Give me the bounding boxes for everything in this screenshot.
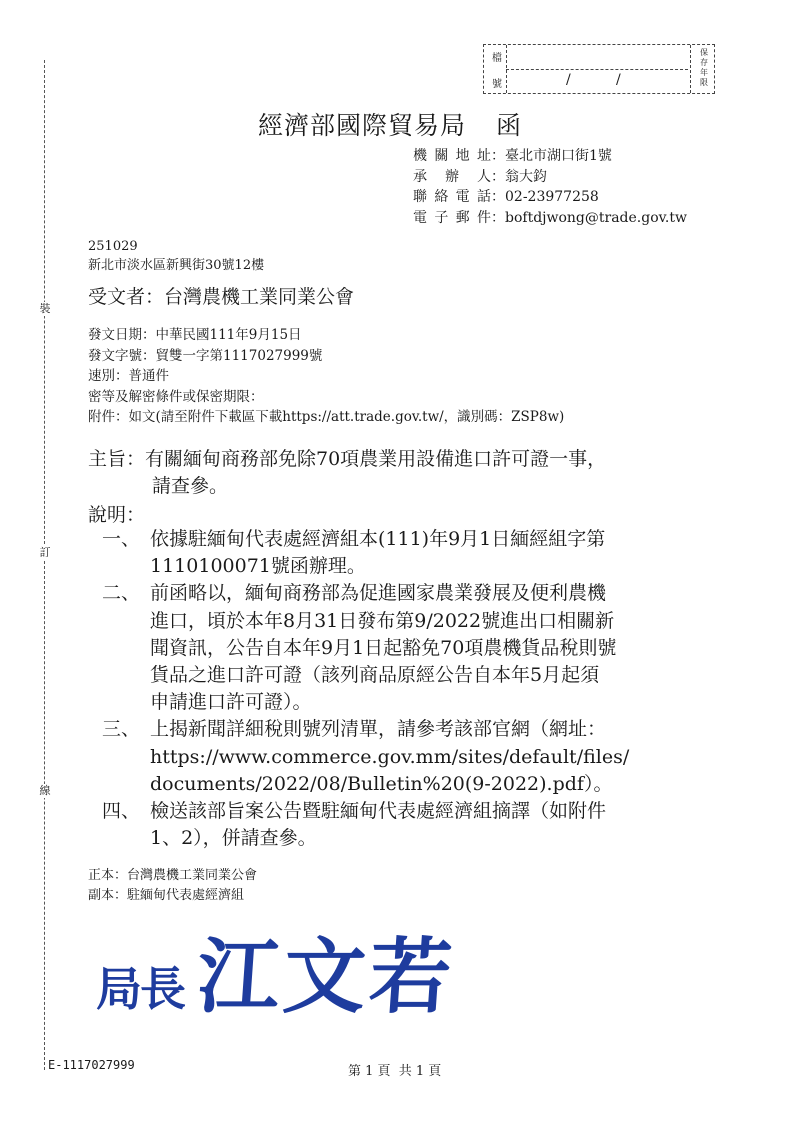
- document-number: 發文字號：貿雙一字第1117027999號: [88, 347, 323, 364]
- contact-email-value: boftdjwong@trade.gov.tw: [505, 209, 687, 226]
- original-recipient: 正本：台灣農機工業同業公會: [88, 868, 258, 883]
- item-line: 進口，頃於本年8月31日發布第9/2022號進出口相關新: [150, 609, 615, 632]
- signature-stamp: [96, 912, 459, 1029]
- binding-mark-xian: 線: [36, 784, 54, 798]
- archive-label-number: 號: [492, 79, 502, 90]
- secrecy-level: 密等及解密條件或保密期限：: [88, 388, 264, 405]
- item-line: 申請進口許可證）。: [150, 691, 312, 714]
- contact-row-email: 電子郵件：boftdjwong@trade.gov.tw: [413, 209, 687, 226]
- item-line: 前函略以，緬甸商務部為促進國家農業發展及便利農機: [150, 582, 607, 605]
- document-type: 函: [496, 111, 523, 140]
- document-title: [258, 106, 522, 142]
- contact-phone-value: 02-23977258: [505, 189, 599, 205]
- item-line: 檢送該部旨案公告暨駐緬甸代表處經濟組摘譯（如附件: [150, 800, 607, 823]
- binding-mark-ding: 訂: [36, 546, 54, 560]
- postcode: 251029: [88, 239, 138, 254]
- item-line: 貨品之進口許可證（該列商品原經公告自本年5月起須: [150, 664, 600, 687]
- street-address: 新北市淡水區新興街30號12樓: [88, 258, 265, 273]
- archive-label-file: 檔: [492, 53, 502, 64]
- contact-info: [413, 146, 687, 228]
- archive-keep-label: 保存年限: [700, 48, 708, 87]
- item-line: 上揭新聞詳細稅則號列清單，請參考該部官網（網址：: [150, 718, 607, 741]
- archive-slash-2: /: [616, 72, 621, 88]
- agency-name: 經濟部國際貿易局: [258, 111, 467, 140]
- footer-document-id: E-1117027999: [48, 1058, 135, 1072]
- page-number: [346, 1060, 443, 1079]
- delivery-speed: 速別：普通件: [88, 368, 169, 384]
- item-line: 1、2），併請查參。: [150, 827, 317, 850]
- archive-slash-1: /: [566, 72, 571, 88]
- contact-address-value: 臺北市湖口街1號: [505, 148, 612, 164]
- archive-number-box: [483, 44, 715, 94]
- item-line: 依據駐緬甸代表處經濟組本(111)年9月1日緬經組字第: [150, 528, 606, 550]
- item-line-url: documents/2022/08/Bulletin%20(9-2022).pdf）。: [150, 772, 613, 795]
- document-meta: [88, 325, 564, 428]
- item-line-url: https://www.commerce.gov.mm/sites/default/files/: [150, 745, 630, 768]
- signature-name: 江文若: [194, 930, 459, 1025]
- copy-recipient: 副本：駐緬甸代表處經濟組: [88, 888, 245, 903]
- attachment-info: 附件：如文(請至附件下載區下載https://att.trade.gov.tw/，識別碼：ZSP8w): [88, 409, 565, 425]
- subject-line-1: 主旨：有關緬甸商務部免除70項農業用設備進口許可證一事，: [88, 448, 607, 470]
- item-number: 一、: [102, 528, 141, 550]
- copies: [88, 866, 257, 906]
- item-number: 四、: [102, 800, 141, 823]
- explanation-label: 說明：: [88, 504, 146, 526]
- archive-divider-middle: [506, 69, 688, 70]
- issue-date: 發文日期：中華民國111年9月15日: [88, 327, 302, 343]
- binding-mark-zhuang: 裝: [36, 302, 54, 316]
- explanation-item-2: [102, 580, 702, 716]
- contact-row-phone: 聯絡電話：02-23977258: [413, 189, 599, 205]
- contact-row-handler: 承辦人：翁大鈞: [413, 168, 547, 185]
- explanation-list: [102, 526, 702, 852]
- explanation-item-1: [102, 526, 702, 580]
- item-number: 三、: [102, 718, 141, 741]
- signature-title: 局長: [96, 962, 184, 1016]
- page-total: 共 1 頁: [398, 1064, 442, 1079]
- page-current: 第 1 頁: [348, 1064, 391, 1079]
- explanation-item-4: [102, 798, 702, 852]
- recipient-address: [88, 237, 264, 275]
- contact-handler-value: 翁大鈞: [505, 168, 547, 185]
- item-number: 二、: [102, 582, 141, 605]
- binding-line: [44, 60, 45, 1070]
- recipient: 受文者：台灣農機工業同業公會: [88, 286, 355, 308]
- explanation-item-3: [102, 716, 702, 798]
- item-line: 聞資訊，公告自本年9月1日起豁免70項農機貨品稅則號: [150, 636, 617, 659]
- subject-line-2: 請查參。: [152, 475, 229, 497]
- item-line: 1110100071號函辦理。: [150, 555, 366, 578]
- archive-divider-right: [690, 45, 691, 93]
- subject: [88, 446, 606, 500]
- contact-row-address: 機關地址：臺北市湖口街1號: [413, 148, 612, 164]
